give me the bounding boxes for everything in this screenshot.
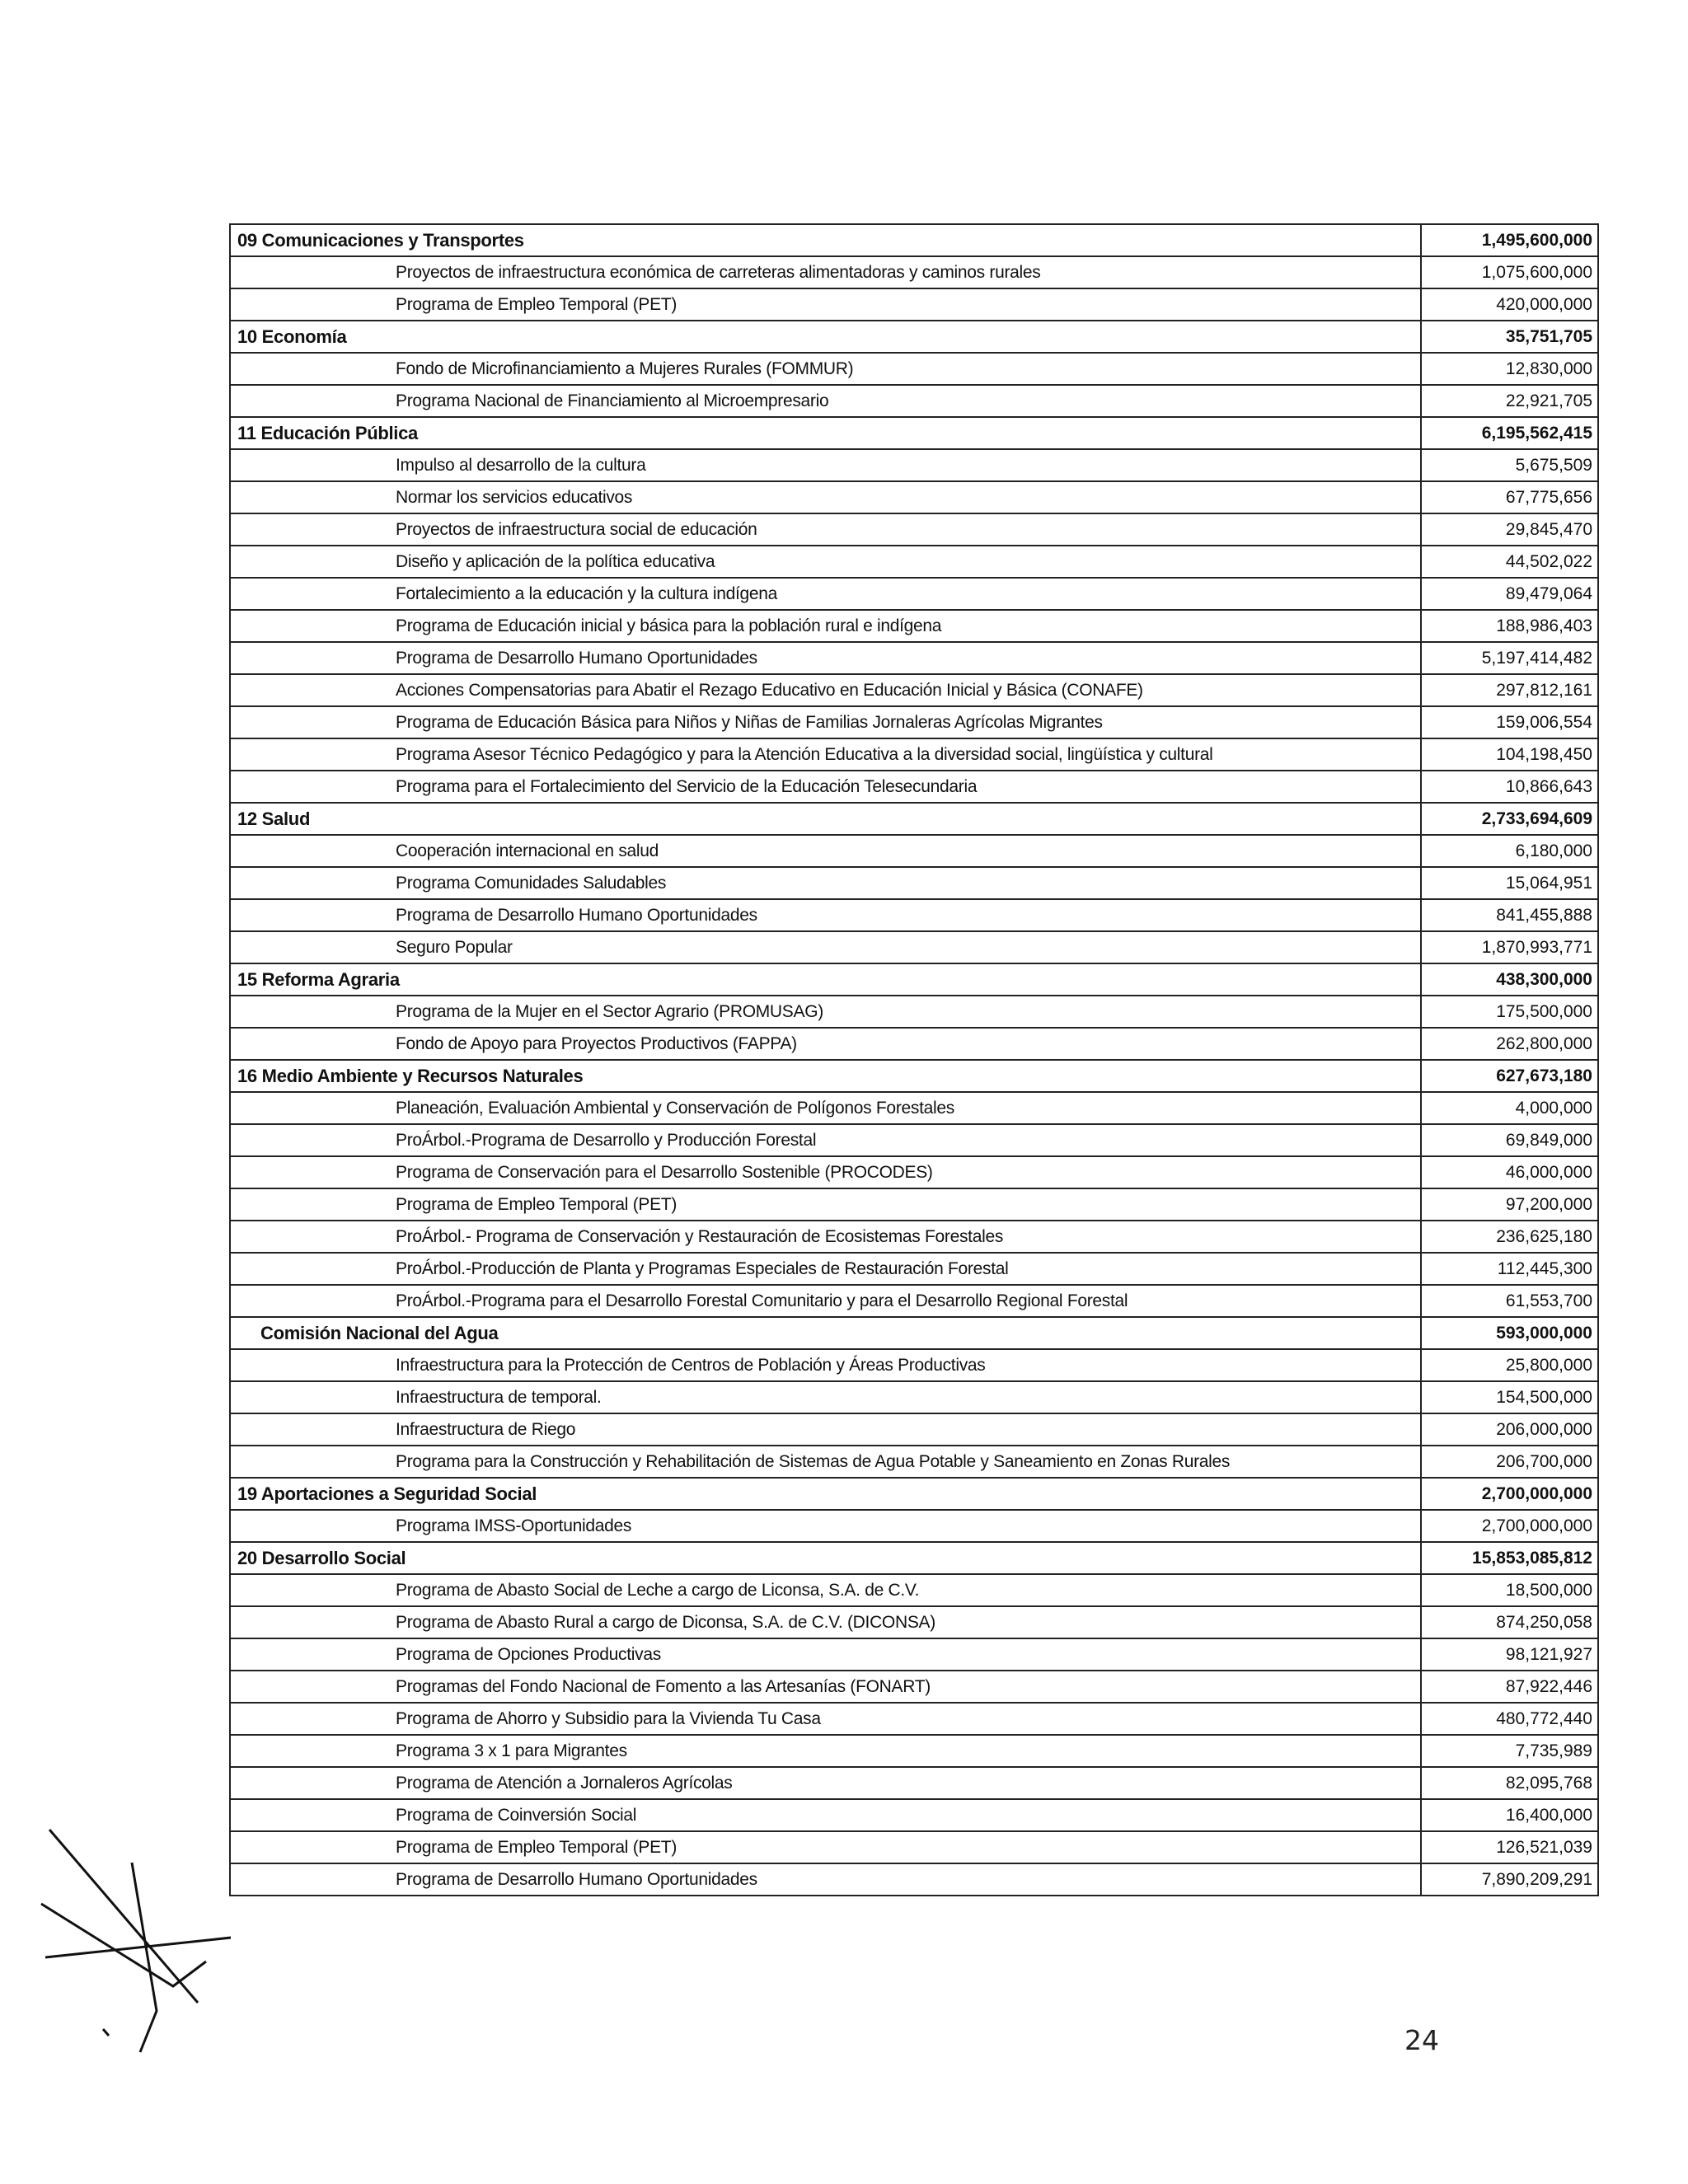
program-row (230, 931, 1598, 963)
sector-name: 12 Salud (230, 803, 1421, 835)
sector-row (230, 1478, 1598, 1510)
program-row (230, 1510, 1598, 1542)
sector-row (230, 803, 1598, 835)
program-row (230, 1606, 1598, 1638)
program-row (230, 867, 1598, 899)
sector-total: 627,673,180 (1421, 1060, 1598, 1092)
sector-row (230, 1317, 1598, 1349)
program-name: Seguro Popular (230, 931, 1421, 963)
program-amount: 841,455,888 (1421, 899, 1598, 931)
program-row (230, 1188, 1598, 1221)
program-amount: 159,006,554 (1421, 706, 1598, 738)
program-name: Fondo de Microfinanciamiento a Mujeres Rurales (FOMMUR) (230, 353, 1421, 385)
program-amount: 67,775,656 (1421, 481, 1598, 513)
program-amount: 104,198,450 (1421, 738, 1598, 771)
program-amount: 5,675,509 (1421, 449, 1598, 481)
program-amount: 206,700,000 (1421, 1446, 1598, 1478)
program-amount: 420,000,000 (1421, 288, 1598, 321)
program-row (230, 578, 1598, 610)
program-row (230, 546, 1598, 578)
program-name: Programa de Conservación para el Desarrollo Sostenible (PROCODES) (230, 1156, 1421, 1188)
program-name: Programa de Empleo Temporal (PET) (230, 1831, 1421, 1863)
program-name: Programa de Empleo Temporal (PET) (230, 1188, 1421, 1221)
program-amount: 22,921,705 (1421, 385, 1598, 417)
sector-name: 15 Reforma Agraria (230, 963, 1421, 996)
program-name: Infraestructura para la Protección de Centros de Población y Áreas Productivas (230, 1349, 1421, 1381)
program-name: ProÁrbol.-Programa para el Desarrollo Forestal Comunitario y para el Desarrollo Regional Forestal (230, 1285, 1421, 1317)
program-amount: 1,870,993,771 (1421, 931, 1598, 963)
page-number: 24 (1404, 2024, 1439, 2056)
sector-total: 2,733,694,609 (1421, 803, 1598, 835)
program-amount: 1,075,600,000 (1421, 256, 1598, 288)
program-row (230, 1349, 1598, 1381)
program-row (230, 1156, 1598, 1188)
program-row (230, 353, 1598, 385)
program-row (230, 1413, 1598, 1446)
program-name: Proyectos de infraestructura social de educación (230, 513, 1421, 546)
program-amount: 87,922,446 (1421, 1671, 1598, 1703)
program-row (230, 1285, 1598, 1317)
program-row (230, 256, 1598, 288)
program-name: ProÁrbol.-Producción de Planta y Programas Especiales de Restauración Forestal (230, 1253, 1421, 1285)
sector-name: 19 Aportaciones a Seguridad Social (230, 1478, 1421, 1510)
program-amount: 126,521,039 (1421, 1831, 1598, 1863)
program-name: Programa de Abasto Rural a cargo de Diconsa, S.A. de C.V. (DICONSA) (230, 1606, 1421, 1638)
program-name: Programa de la Mujer en el Sector Agrario (PROMUSAG) (230, 996, 1421, 1028)
program-amount: 175,500,000 (1421, 996, 1598, 1028)
program-row (230, 449, 1598, 481)
program-amount: 16,400,000 (1421, 1799, 1598, 1831)
sector-row (230, 1060, 1598, 1092)
sector-name: 10 Economía (230, 321, 1421, 353)
program-amount: 5,197,414,482 (1421, 642, 1598, 674)
program-row (230, 1124, 1598, 1156)
program-amount: 89,479,064 (1421, 578, 1598, 610)
program-name: Acciones Compensatorias para Abatir el Rezago Educativo en Educación Inicial y Básica (CONAFE) (230, 674, 1421, 706)
sector-total: 35,751,705 (1421, 321, 1598, 353)
program-name: Programa de Desarrollo Humano Oportunidades (230, 1863, 1421, 1896)
program-row (230, 385, 1598, 417)
program-name: Programa Asesor Técnico Pedagógico y para la Atención Educativa a la diversidad social, lingüística y cultural (230, 738, 1421, 771)
sector-row (230, 963, 1598, 996)
program-amount: 12,830,000 (1421, 353, 1598, 385)
sector-name: 11 Educación Pública (230, 417, 1421, 449)
program-amount: 6,180,000 (1421, 835, 1598, 867)
program-name: Programa de Atención a Jornaleros Agrícolas (230, 1767, 1421, 1799)
program-name: Infraestructura de Riego (230, 1413, 1421, 1446)
program-name: Normar los servicios educativos (230, 481, 1421, 513)
program-name: Programas del Fondo Nacional de Fomento a las Artesanías (FONART) (230, 1671, 1421, 1703)
program-name: Diseño y aplicación de la política educativa (230, 546, 1421, 578)
program-row (230, 674, 1598, 706)
program-amount: 46,000,000 (1421, 1156, 1598, 1188)
program-row (230, 288, 1598, 321)
program-row (230, 1671, 1598, 1703)
program-row (230, 1799, 1598, 1831)
program-row (230, 1221, 1598, 1253)
program-row (230, 1638, 1598, 1671)
sector-row (230, 1542, 1598, 1574)
program-row (230, 1767, 1598, 1799)
program-amount: 98,121,927 (1421, 1638, 1598, 1671)
program-row (230, 1831, 1598, 1863)
program-row (230, 1381, 1598, 1413)
sector-total: 1,495,600,000 (1421, 224, 1598, 256)
program-amount: 29,845,470 (1421, 513, 1598, 546)
program-name: Proyectos de infraestructura económica de carreteras alimentadoras y caminos rurales (230, 256, 1421, 288)
program-amount: 2,700,000,000 (1421, 1510, 1598, 1542)
program-row (230, 996, 1598, 1028)
program-name: Programa de Educación inicial y básica para la población rural e indígena (230, 610, 1421, 642)
program-amount: 4,000,000 (1421, 1092, 1598, 1124)
program-row (230, 642, 1598, 674)
program-amount: 69,849,000 (1421, 1124, 1598, 1156)
program-row (230, 1092, 1598, 1124)
program-name: Planeación, Evaluación Ambiental y Conservación de Polígonos Forestales (230, 1092, 1421, 1124)
program-row (230, 1253, 1598, 1285)
program-name: Programa de Empleo Temporal (PET) (230, 288, 1421, 321)
program-row (230, 1574, 1598, 1606)
program-row (230, 835, 1598, 867)
program-amount: 82,095,768 (1421, 1767, 1598, 1799)
program-name: Programa de Abasto Social de Leche a cargo de Liconsa, S.A. de C.V. (230, 1574, 1421, 1606)
program-row (230, 610, 1598, 642)
program-amount: 297,812,161 (1421, 674, 1598, 706)
program-name: Infraestructura de temporal. (230, 1381, 1421, 1413)
budget-table (229, 223, 1599, 1896)
program-amount: 7,735,989 (1421, 1735, 1598, 1767)
sector-row (230, 417, 1598, 449)
sector-name: 20 Desarrollo Social (230, 1542, 1421, 1574)
program-row (230, 771, 1598, 803)
program-amount: 10,866,643 (1421, 771, 1598, 803)
sector-total: 2,700,000,000 (1421, 1478, 1598, 1510)
budget-table-container (229, 223, 1597, 1896)
program-amount: 206,000,000 (1421, 1413, 1598, 1446)
sector-row (230, 321, 1598, 353)
program-row (230, 1735, 1598, 1767)
program-name: Programa de Coinversión Social (230, 1799, 1421, 1831)
program-name: Impulso al desarrollo de la cultura (230, 449, 1421, 481)
sector-name: 16 Medio Ambiente y Recursos Naturales (230, 1060, 1421, 1092)
program-row (230, 1028, 1598, 1060)
program-row (230, 481, 1598, 513)
program-name: Programa de Opciones Productivas (230, 1638, 1421, 1671)
program-name: Fondo de Apoyo para Proyectos Productivos (FAPPA) (230, 1028, 1421, 1060)
handwritten-signature (33, 1813, 231, 2060)
sector-name: Comisión Nacional del Agua (230, 1317, 1421, 1349)
program-row (230, 513, 1598, 546)
program-name: Cooperación internacional en salud (230, 835, 1421, 867)
program-name: Programa de Ahorro y Subsidio para la Vivienda Tu Casa (230, 1703, 1421, 1735)
program-row (230, 1446, 1598, 1478)
program-amount: 61,553,700 (1421, 1285, 1598, 1317)
program-name: Programa de Desarrollo Humano Oportunidades (230, 899, 1421, 931)
sector-total: 593,000,000 (1421, 1317, 1598, 1349)
program-row (230, 1863, 1598, 1896)
program-amount: 18,500,000 (1421, 1574, 1598, 1606)
program-amount: 480,772,440 (1421, 1703, 1598, 1735)
program-row (230, 1703, 1598, 1735)
program-name: Programa de Educación Básica para Niños y Niñas de Familias Jornaleras Agrícolas Migrantes (230, 706, 1421, 738)
program-amount: 25,800,000 (1421, 1349, 1598, 1381)
program-name: ProÁrbol.-Programa de Desarrollo y Producción Forestal (230, 1124, 1421, 1156)
program-name: Fortalecimiento a la educación y la cultura indígena (230, 578, 1421, 610)
program-amount: 188,986,403 (1421, 610, 1598, 642)
sector-total: 438,300,000 (1421, 963, 1598, 996)
program-row (230, 738, 1598, 771)
sector-row (230, 224, 1598, 256)
program-name: Programa 3 x 1 para Migrantes (230, 1735, 1421, 1767)
program-amount: 262,800,000 (1421, 1028, 1598, 1060)
program-amount: 44,502,022 (1421, 546, 1598, 578)
sector-total: 15,853,085,812 (1421, 1542, 1598, 1574)
program-amount: 112,445,300 (1421, 1253, 1598, 1285)
program-amount: 154,500,000 (1421, 1381, 1598, 1413)
program-amount: 874,250,058 (1421, 1606, 1598, 1638)
program-row (230, 706, 1598, 738)
program-row (230, 899, 1598, 931)
program-name: Programa de Desarrollo Humano Oportunidades (230, 642, 1421, 674)
program-amount: 7,890,209,291 (1421, 1863, 1598, 1896)
program-name: ProÁrbol.- Programa de Conservación y Restauración de Ecosistemas Forestales (230, 1221, 1421, 1253)
program-name: Programa Nacional de Financiamiento al Microempresario (230, 385, 1421, 417)
program-name: Programa Comunidades Saludables (230, 867, 1421, 899)
budget-table-body (230, 224, 1598, 1896)
sector-total: 6,195,562,415 (1421, 417, 1598, 449)
program-name: Programa IMSS-Oportunidades (230, 1510, 1421, 1542)
program-name: Programa para la Construcción y Rehabilitación de Sistemas de Agua Potable y Saneamiento en Zonas Rurales (230, 1446, 1421, 1478)
program-amount: 236,625,180 (1421, 1221, 1598, 1253)
sector-name: 09 Comunicaciones y Transportes (230, 224, 1421, 256)
program-amount: 15,064,951 (1421, 867, 1598, 899)
program-amount: 97,200,000 (1421, 1188, 1598, 1221)
program-name: Programa para el Fortalecimiento del Servicio de la Educación Telesecundaria (230, 771, 1421, 803)
